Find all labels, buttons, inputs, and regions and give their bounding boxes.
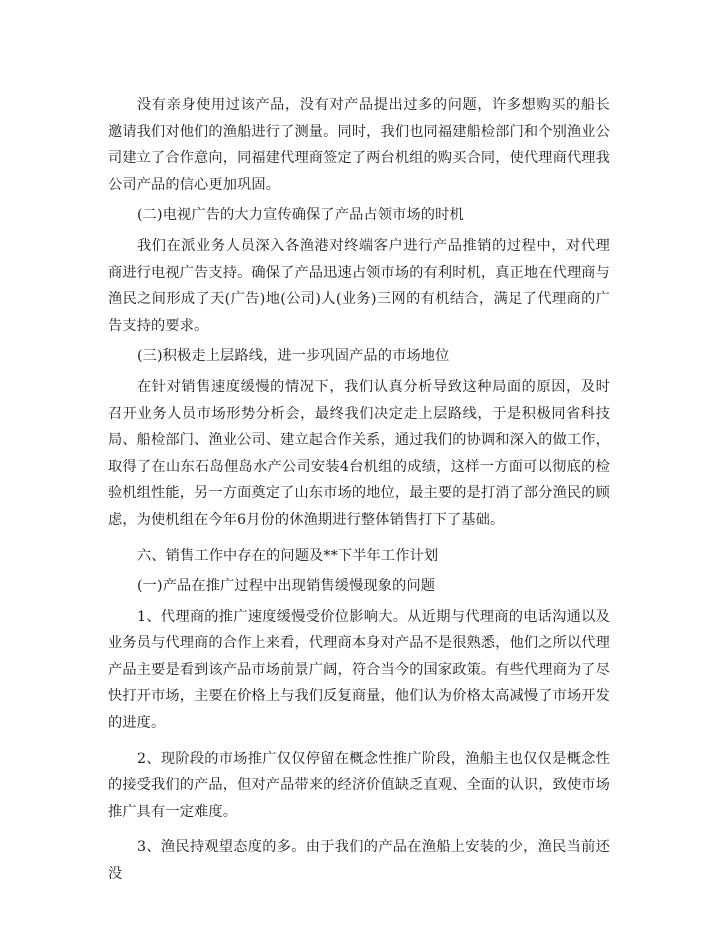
paragraph-point-3: 3、渔民持观望态度的多。由于我们的产品在渔船上安装的少，渔民当前还没 bbox=[108, 839, 610, 883]
heading-tv-advertising: (二)电视广告的大力宣传确保了产品占领市场的时机 bbox=[137, 207, 464, 224]
paragraph-intro: 没有亲身使用过该产品，没有对产品提出过多的问题，许多想购买的船长邀请我们对他们的渔船进行了测量。同时，我们也同福建船检部门和个别渔业公司建立了合作意向，同福建代理商签定了两台机组的购买合同，使代理商代理我公司产品的信心更加巩固。 bbox=[108, 97, 610, 193]
paragraph-upper-level-route: 在针对销售速度缓慢的情况下，我们认真分析导致这种局面的原因，及时召开业务人员市场形势分析会，最终我们决定走上层路线，于是积极同省科技局、船检部门、渔业公司、建立起合作关系，通过我们的协调和深入的做工作，取得了在山东石岛俚岛水产公司安装4台机组的成绩，这样一方面可以彻底的检验机组性能，另一方面奠定了山东市场的地位，最主要的是打消了部分渔民的顾虑，为使机组在今年6月份的休渔期进行整体销售打下了基础。 bbox=[108, 378, 610, 528]
paragraph-point-2: 2、现阶段的市场推广仅仅停留在概念性推广阶段，渔船主也仅仅是概念性的接受我们的产品，但对产品带来的经济价值缺乏直观、全面的认识，致使市场推广具有一定难度。 bbox=[108, 750, 610, 820]
heading-upper-level-route: (三)积极走上层路线，进一步巩固产品的市场地位 bbox=[137, 348, 450, 365]
heading-slow-sales: (一)产品在推广过程中出现销售缓慢现象的问题 bbox=[137, 578, 436, 595]
paragraph-point-1: 1、代理商的推广速度缓慢受价位影响大。从近期与代理商的电话沟通以及业务员与代理商的合作上来看，代理商本身对产品不是很熟悉，他们之所以代理产品主要是看到该产品市场前景广阔，符合当今的国家政策。有些代理商为了尽快打开市场，主要在价格上与我们反复商量，他们认为价格太高减慢了市场开发的进度。 bbox=[108, 608, 610, 732]
heading-problems-and-plan: 六、销售工作中存在的问题及**下半年工作计划 bbox=[137, 547, 439, 564]
document-body bbox=[108, 92, 610, 888]
paragraph-tv-advertising: 我们在派业务人员深入各渔港对终端客户进行产品推销的过程中，对代理商进行电视广告支持。确保了产品迅速占领市场的有利时机，真正地在代理商与渔民之间形成了天(广告)地(公司)人(业务)三网的有机结合，满足了代理商的广告支持的要求。 bbox=[108, 237, 610, 334]
